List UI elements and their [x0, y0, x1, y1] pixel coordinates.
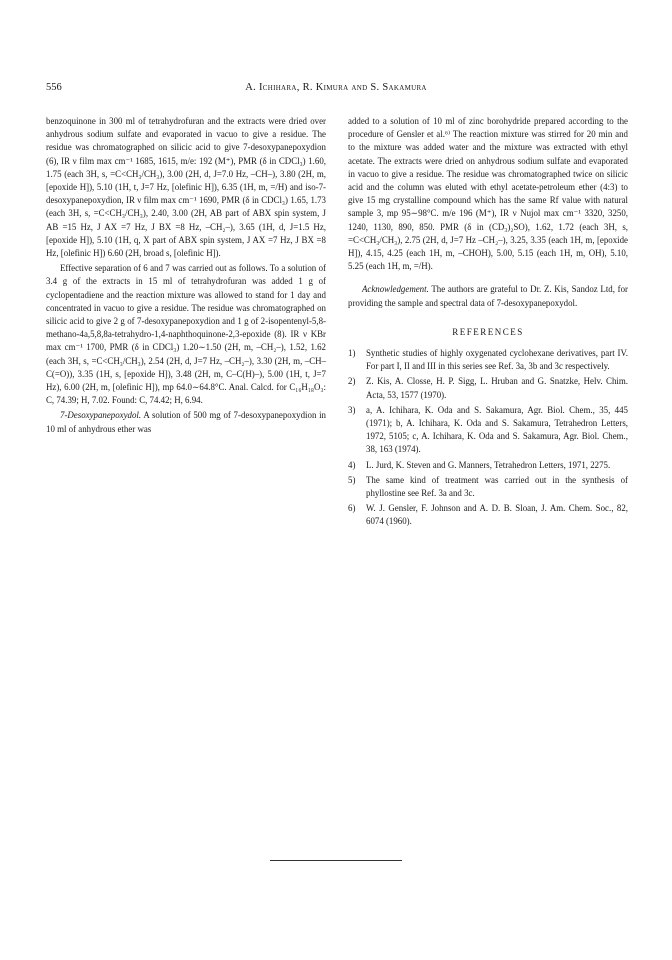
reference-item [348, 474, 628, 500]
references-heading: REFERENCES [452, 326, 524, 337]
left-column [46, 115, 326, 438]
page-number: 556 [46, 82, 62, 93]
reference-number: 3) [348, 404, 356, 415]
right-column [348, 115, 628, 531]
reference-number: 6) [348, 503, 356, 514]
reference-item [348, 404, 628, 457]
reference-text: a, A. Ichihara, K. Oda and S. Sakamura, Agr. Biol. Chem., 35, 445 (1971); b, A. Ichihara, K. Oda and S. Sakamura, Tetrahedron Letters, 1972, 5105; c, A. Ichihara, K. Oda and S. Sakamura, Agr. Biol. Chem., 38, 163 (1974). [366, 404, 628, 455]
reference-text: The same kind of treatment was carried out in the synthesis of phyllostine see Ref. 3a and 3c. [366, 474, 628, 499]
reference-number: 2) [348, 376, 356, 387]
references-list [348, 347, 628, 529]
acknowledgement [348, 283, 628, 309]
paragraph-reduction: added to a solution of 10 ml of zinc borohydride prepared according to the procedure of Gensler et al.⁶⁾ The reaction mixture was stirred for 20 min and to the mixture was added water and the mixture was extracted with ethyl acetate. The extracts were dried on anhydrous sodium sulfate and evaporated in vacuo to give a residue. The residue was chromatographed twice on silicic acid and the column was eluted with ethyl acetate-petroleum ether (4:3) to give 15 mg crystalline compound which has the same Rf value with natural sample 3, mp 95∼98°C. m/e 196 (M⁺), IR ν Nujol max cm⁻¹ 3320, 3250, 1240, 1130, 890, 850. PMR (δ in (CD₃)₂SO), 1.62, 1.72 (each 3H, s, =C<CH₃/CH₃), 2.75 (2H, d, J=7 Hz –CH₂–), 3.25, 3.35 (each 1H, m, [epoxide H]), 4.15, 4.25 (each 1H, m, –CHOH), 5.00, 5.15 (each 1H, m, OH), 5.10, 5.25 (each 1H, m, =/H). [348, 116, 628, 272]
reference-text: L. Jurd, K. Steven and G. Manners, Tetrahedron Letters, 1971, 2275. [366, 459, 611, 470]
acknowledgement-heading: Acknowledgement. [362, 284, 429, 295]
reference-item [348, 502, 628, 528]
page-header [46, 82, 626, 98]
reference-text: W. J. Gensler, F. Johnson and A. D. B. Sloan, J. Am. Chem. Soc., 82, 6074 (1960). [366, 503, 628, 527]
reference-item [348, 347, 628, 373]
paragraph-separation: Effective separation of 6 and 7 was carried out as follows. To a solution of 3.4 g of the extracts in 15 ml of tetrahydrofuran was added 1 g of cyclopentadiene and the reaction mixture was allowed to stand for 1 day and concentrated in vacuo to give a residue. The residue was chromatographed on silicic acid to give 2 g of 7-desoxypanepoxydion and 1 g of 2-isopentenyl-5,8-methano-4a,5,8,8a-tetrahydro-1,4-naphthoquinone-2,3-epoxide (8). IR ν KBr max cm⁻¹ 1700, PMR (δ in CDCl₃) 1.20∼1.50 (2H, m, –CH₂–), 1.52, 1.62 (each 3H, s, =C<CH₃/CH₃), 2.54 (2H, d, J=7 Hz, –CH₂–), 3.30 (2H, m, –CH–C(=O)), 3.35 (1H, s, [epoxide H]), 3.48 (2H, m, C–C(H)–), 5.00 (1H, t, J=7 Hz), 6.00 (2H, m, [olefinic H]), mp 64.0∼64.8°C. Anal. Calcd. for C₁₆H₁₈O₃: C, 74.39; H, 7.02. Found: C, 74.42; H, 6.94. [46, 263, 326, 406]
acknowledgement-text: The authors are grateful to Dr. Z. Kis, Sandoz Ltd, for providing the sample and spectral data of 7-desoxypanepoxydol. [348, 284, 629, 308]
reference-number: 1) [348, 348, 356, 359]
reference-number: 5) [348, 474, 356, 485]
end-rule [270, 860, 402, 861]
reference-number: 4) [348, 459, 356, 470]
reference-item [348, 459, 628, 472]
paragraph-text: A solution of 500 mg of 7-desoxypanepoxydion in 10 ml of anhydrous ether was [46, 410, 326, 434]
reference-text: Z. Kis, A. Closse, H. P. Sigg, L. Hruban and G. Snatzke, Helv. Chim. Acta, 53, 1577 (1970). [366, 376, 628, 400]
paragraph-heading: 7-Desoxypanepoxydol. [60, 410, 142, 421]
paragraph-desoxypanepoxydion: benzoquinone in 300 ml of tetrahydrofuran and the extracts were dried over anhydrous sodium sulfate and evaporated in vacuo to give a residue. The residue was chromatographed on silicic acid to give 7-desoxypanepoxydion (6), IR ν film max cm⁻¹ 1685, 1615, m/e: 192 (M⁺), PMR (δ in CDCl₃) 1.60, 1.75 (each 3H, s, =C<CH₃/CH₃), 3.00 (2H, d, J=7.0 Hz, –CH–), 3.80 (2H, m, [epoxide H]), 5.10 (1H, t, J=7 Hz, [olefinic H]), 6.35 (1H, m, =/H) and iso-7-desoxypanepoxydion, IR ν film max cm⁻¹ 1690, PMR (δ in CDCl₃) 1.65, 1.73 (each 3H, s, =C<CH₃/CH₃), 2.40, 3.00 (2H, AB part of ABX spin system, J AB =15 Hz, J AX =7 Hz, J BX =8 Hz, –CH₂–), 3.65 (1H, d, J=1.5 Hz, [epoxide H]), 5.10 (1H, q, X part of ABX spin system, J AX =7 Hz, J BX =8 Hz, [olefinic H]) 6.60 (2H, broad s, [olefinic H]). [46, 116, 326, 259]
paragraph-desoxypanepoxydol [46, 409, 326, 435]
running-head: A. Ichihara, R. Kimura and S. Sakamura [245, 82, 427, 93]
reference-item [348, 375, 628, 401]
reference-text: Synthetic studies of highly oxygenated cyclohexane derivatives, part IV. For part I, II and III in this series see Ref. 3a, 3b and 3c respectively. [366, 348, 628, 372]
